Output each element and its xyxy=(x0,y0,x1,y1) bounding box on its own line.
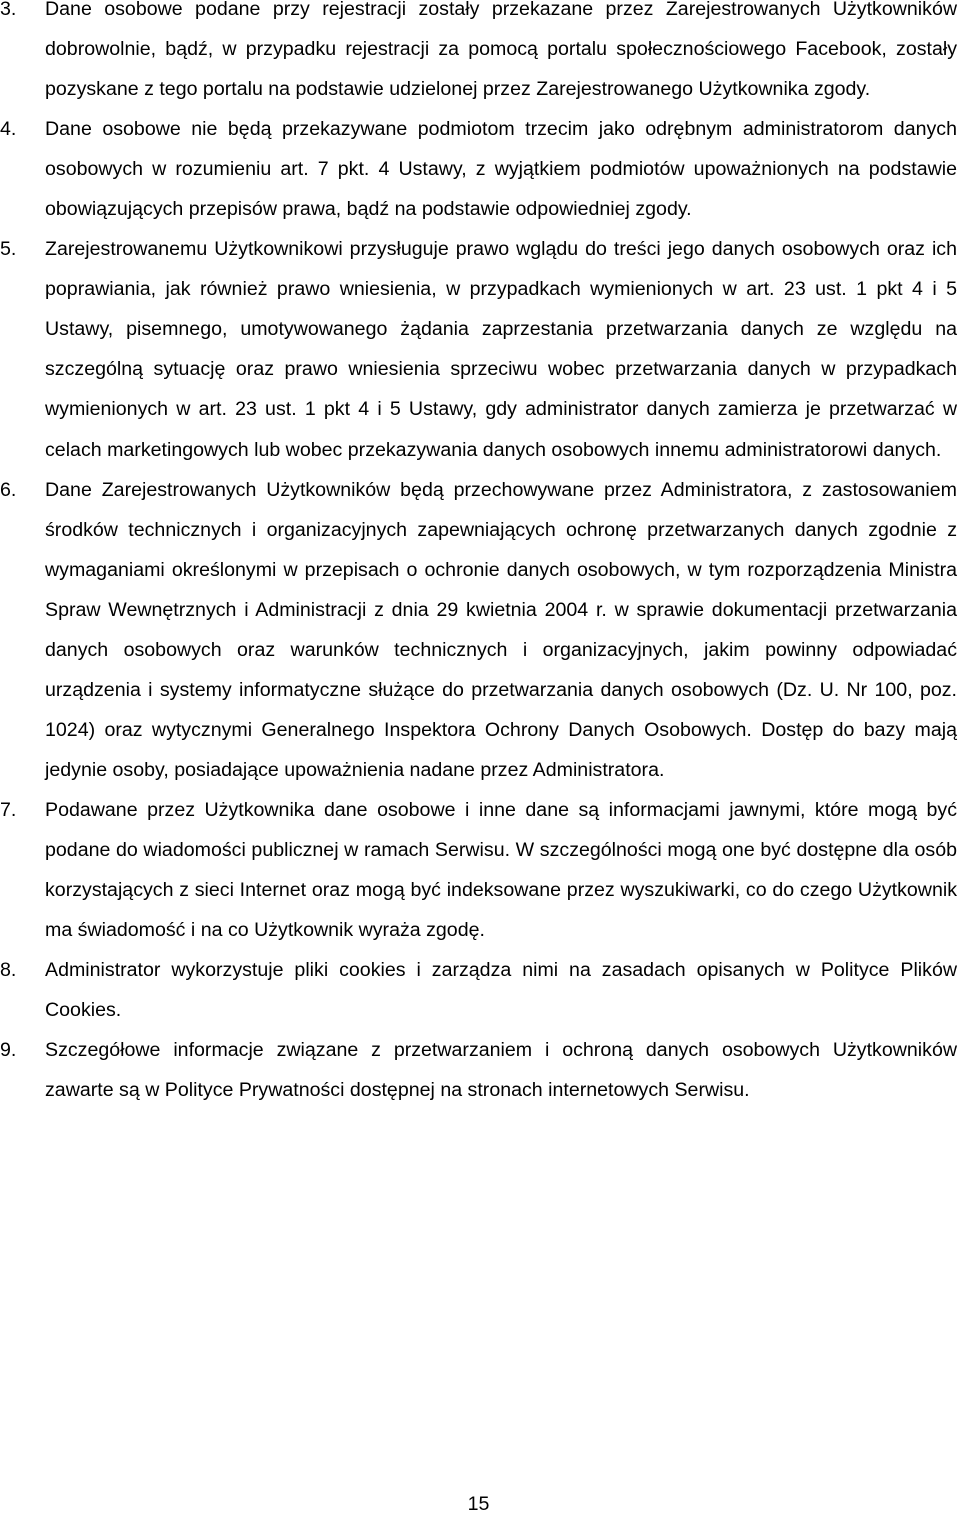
list-item xyxy=(0,790,957,950)
list-item-text: Dane osobowe nie będą przekazywane podmiotom trzecim jako odrębnym administratorom danych osobowych w rozumieniu art. 7 pkt. 4 Ustawy, z wyjątkiem podmiotów upoważnionych na podstawie obowiązujących przepisów prawa, bądź na podstawie odpowiedniej zgody. xyxy=(45,118,957,221)
list-item xyxy=(0,229,957,469)
list-item-text: Dane Zarejestrowanych Użytkowników będą przechowywane przez Administratora, z zastosowaniem środków technicznych i organizacyjnych zapewniających ochronę przetwarzanych danych zgodnie z wymaganiami określonymi w przepisach o ochronie danych osobowych, w tym rozporządzenia Ministra Spraw Wewnętrznych i Administracji z dnia 29 kwietnia 2004 r. w sprawie dokumentacji przetwarzania danych osobowych oraz warunków technicznych i organizacyjnych, jakim powinny odpowiadać urządzenia i systemy informatyczne służące do przetwarzania danych osobowych (Dz. U. Nr 100, poz. 1024) oraz wytycznymi Generalnego Inspektora Ochrony Danych Osobowych. Dostęp do bazy mają jedynie osoby, posiadające upoważnienia nadane przez Administratora. xyxy=(45,478,957,781)
list-item xyxy=(0,950,957,1030)
list-item-text: Zarejestrowanemu Użytkownikowi przysługuje prawo wglądu do treści jego danych osobowych oraz ich poprawiania, jak również prawo wniesienia, w przypadkach wymienionych w art. 23 ust. 1 pkt 4 i 5 Ustawy, pisemnego, umotywowanego żądania zaprzestania przetwarzania danych ze względu na szczególną sytuację oraz prawo wniesienia sprzeciwu wobec przetwarzania danych w przypadkach wymienionych w art. 23 ust. 1 pkt 4 i 5 Ustawy, gdy administrator danych zamierza je przetwarzać w celach marketingowych lub wobec przekazywania danych osobowych innemu administratorowi danych. xyxy=(45,238,957,461)
list-item-number: 8. xyxy=(0,959,17,982)
list-item-number: 7. xyxy=(0,798,17,821)
list-item xyxy=(0,1030,957,1110)
list-item xyxy=(0,109,957,229)
list-item-number: 4. xyxy=(0,118,17,141)
list-item xyxy=(0,0,957,109)
list-item-number: 9. xyxy=(0,1039,17,1062)
list-item-text: Podawane przez Użytkownika dane osobowe i inne dane są informacjami jawnymi, które mogą być podane do wiadomości publicznej w ramach Serwisu. W szczególności mogą one być dostępne dla osób korzystających z sieci Internet oraz mogą być indeksowane przez wyszukiwarki, co do czego Użytkownik ma świadomość i na co Użytkownik wyraża zgodę. xyxy=(45,798,957,942)
list-item-text: Administrator wykorzystuje pliki cookies i zarządza nimi na zasadach opisanych w Polityce Plików Cookies. xyxy=(45,959,957,1022)
list-item-number: 5. xyxy=(0,238,17,261)
list-item xyxy=(0,470,957,790)
list-item-text: Dane osobowe podane przy rejestracji zostały przekazane przez Zarejestrowanych Użytkowników dobrowolnie, bądź, w przypadku rejestracji za pomocą portalu społecznościowego Facebook, zostały pozyskane z tego portalu na podstawie udzielonej przez Zarejestrowanego Użytkownika zgody. xyxy=(45,0,957,101)
list-item-number: 6. xyxy=(0,478,17,501)
list-item-text: Szczegółowe informacje związane z przetwarzaniem i ochroną danych osobowych Użytkowników zawarte są w Polityce Prywatności dostępnej na stronach internetowych Serwisu. xyxy=(45,1039,957,1102)
page-number: 15 xyxy=(467,1493,490,1515)
list-item-number: 3. xyxy=(0,0,17,20)
